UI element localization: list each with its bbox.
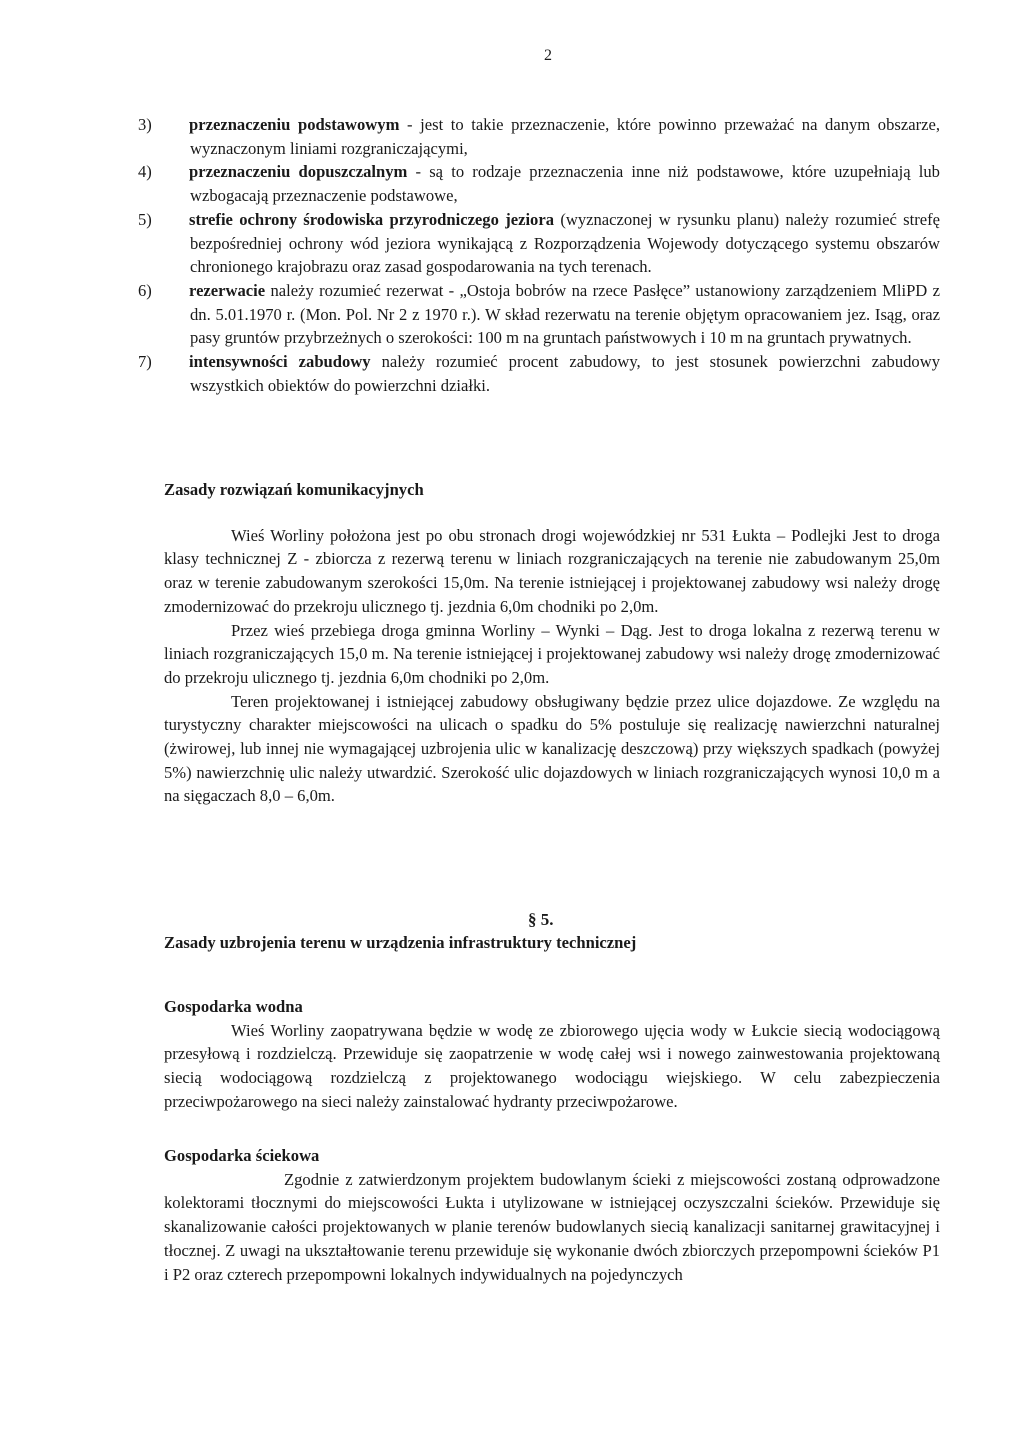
definition-term: intensywności zabudowy bbox=[189, 352, 371, 372]
definition-term: przeznaczeniu podstawowym bbox=[189, 115, 400, 134]
section-sign: § 5. bbox=[528, 910, 554, 929]
definitions-list bbox=[138, 113, 940, 397]
definition-term: rezerwacie bbox=[189, 280, 266, 300]
sewage-section bbox=[164, 1144, 940, 1286]
subsection-heading: Gospodarka ściekowa bbox=[164, 1146, 320, 1165]
definition-item bbox=[138, 208, 940, 279]
section-heading: Zasady rozwiązań komunikacyjnych bbox=[164, 480, 424, 499]
subsection-heading: Gospodarka wodna bbox=[164, 997, 303, 1016]
definition-term: przeznaczeniu dopuszczalnym bbox=[189, 162, 408, 182]
infrastructure-section bbox=[164, 931, 940, 955]
definition-term: strefie ochrony środowiska przyrodniczego jeziora bbox=[189, 209, 555, 229]
paragraph: Zgodnie z zatwierdzonym projektem budowlanym ścieki z miejscowości zostaną odprowadzone kolektorami tłocznymi do miejscowości Łukta i utylizowane w istniejącej oczyszczalni ścieków. Przewiduje się skanalizowanie całości projektowanych w planie terenów budowlanych siecią kanalizacji sanitarnej grawitacyjnej i tłocznej. Z uwagi na ukształtowanie terenu przewiduje się wykonanie dwóch zbiorczych przepompowni ścieków P1 i P2 oraz czterech przepompowni lokalnych indywidualnych na pojedynczych bbox=[164, 1169, 940, 1284]
transport-section bbox=[164, 478, 940, 808]
paragraph: Wieś Worliny położona jest po obu stronach drogi wojewódzkiej nr 531 Łukta – Podlejki Jest to droga klasy technicznej Z - zbiorcza z rezerwą terenu w liniach rozgraniczających na terenie nie zabudowanym 25,0m oraz w terenie zabudowanym szerokości 15,0m. Na terenie istniejącej i projektowanej zabudowy wsi należy drogę zmodernizować do przekroju ulicznego tj. jezdnia 6,0m chodniki po 2,0m. bbox=[164, 525, 940, 616]
paragraph: Wieś Worliny zaopatrywana będzie w wodę ze zbiorowego ujęcia wody w Łukcie siecią wodociągową przesyłową i rozdzielczą. Przewiduje się zaopatrzenie w wodę całej wsi i nowego zainwestowania projektowaną siecią wodociągową rozdzielczą z projektowanego wodociągu wiejskiego. W celu zabezpieczenia przeciwpożarowego na sieci należy zainstalować hydranty przeciwpożarowe. bbox=[164, 1020, 940, 1111]
definition-text: (wyznaczonej w rysunku planu) należy rozumieć strefę bezpośredniej ochrony wód jeziora wynikającą z Rozporządzenia Wojewody dotyczącego systemu obszarów chronionego krajobrazu oraz zasad gospodarowania na tych terenach. bbox=[190, 209, 940, 277]
definition-item bbox=[138, 350, 940, 397]
paragraph: Teren projektowanej i istniejącej zabudowy obsługiwany będzie przez ulice dojazdowe. Ze względu na turystyczny charakter miejscowości na ulicach o spadku do 5% postuluje się realizację nawierzchni naturalnej (żwirowej, lub innej nie wymagającej uzbrojenia ulic w kanalizację deszczową) przy większych spadkach (powyżej 5%) nawierzchnię ulic należy utwardzić. Szerokość ulic dojazdowych w liniach rozgraniczających wynosi 10,0 m a na sięgaczach 8,0 – 6,0m. bbox=[164, 691, 940, 806]
definition-number: 3) bbox=[138, 115, 152, 134]
definition-item bbox=[138, 113, 940, 160]
definition-text: należy rozumieć rezerwat - „Ostoja bobrów na rzece Pasłęce” ustanowiony zarządzeniem MliPD z dn. 5.01.1970 r. (Mon. Pol. Nr 2 z 1970 r.). W skład rezerwatu na terenie objętym opracowaniem jez. Isąg, oraz pasy gruntów przybrzeżnych o szerokości: 100 m na gruntach państwowych i 10 m na gruntach prywatnych. bbox=[190, 280, 940, 348]
water-section bbox=[164, 995, 940, 1114]
definition-number: 7) bbox=[138, 352, 152, 372]
definition-text: należy rozumieć procent zabudowy, to jest stosunek powierzchni zabudowy wszystkich obiektów do powierzchni działki. bbox=[190, 352, 940, 395]
page-number: 2 bbox=[544, 47, 552, 64]
definition-item bbox=[138, 279, 940, 350]
definition-text: - są to rodzaje przeznaczenia inne niż podstawowe, które uzupełniają lub wzbogacają przeznaczenie podstawowe, bbox=[190, 162, 940, 206]
definition-item bbox=[138, 160, 940, 207]
definition-number: 4) bbox=[138, 162, 152, 182]
section-heading: Zasady uzbrojenia terenu w urządzenia infrastruktury technicznej bbox=[164, 933, 637, 952]
definition-text: - jest to takie przeznaczenie, które powinno przeważać na danym obszarze, wyznaczonym liniami rozgraniczającymi, bbox=[190, 115, 940, 158]
definition-number: 5) bbox=[138, 209, 152, 229]
definition-number: 6) bbox=[138, 280, 152, 300]
paragraph: Przez wieś przebiega droga gminna Worliny – Wynki – Dąg. Jest to droga lokalna z rezerwą terenu w liniach rozgraniczających 15,0 m. Na terenie istniejącej i projektowanej zabudowy wsi należy drogę zmodernizować do przekroju ulicznego tj. jezdnia 6,0m chodniki po 2,0m. bbox=[164, 620, 940, 687]
